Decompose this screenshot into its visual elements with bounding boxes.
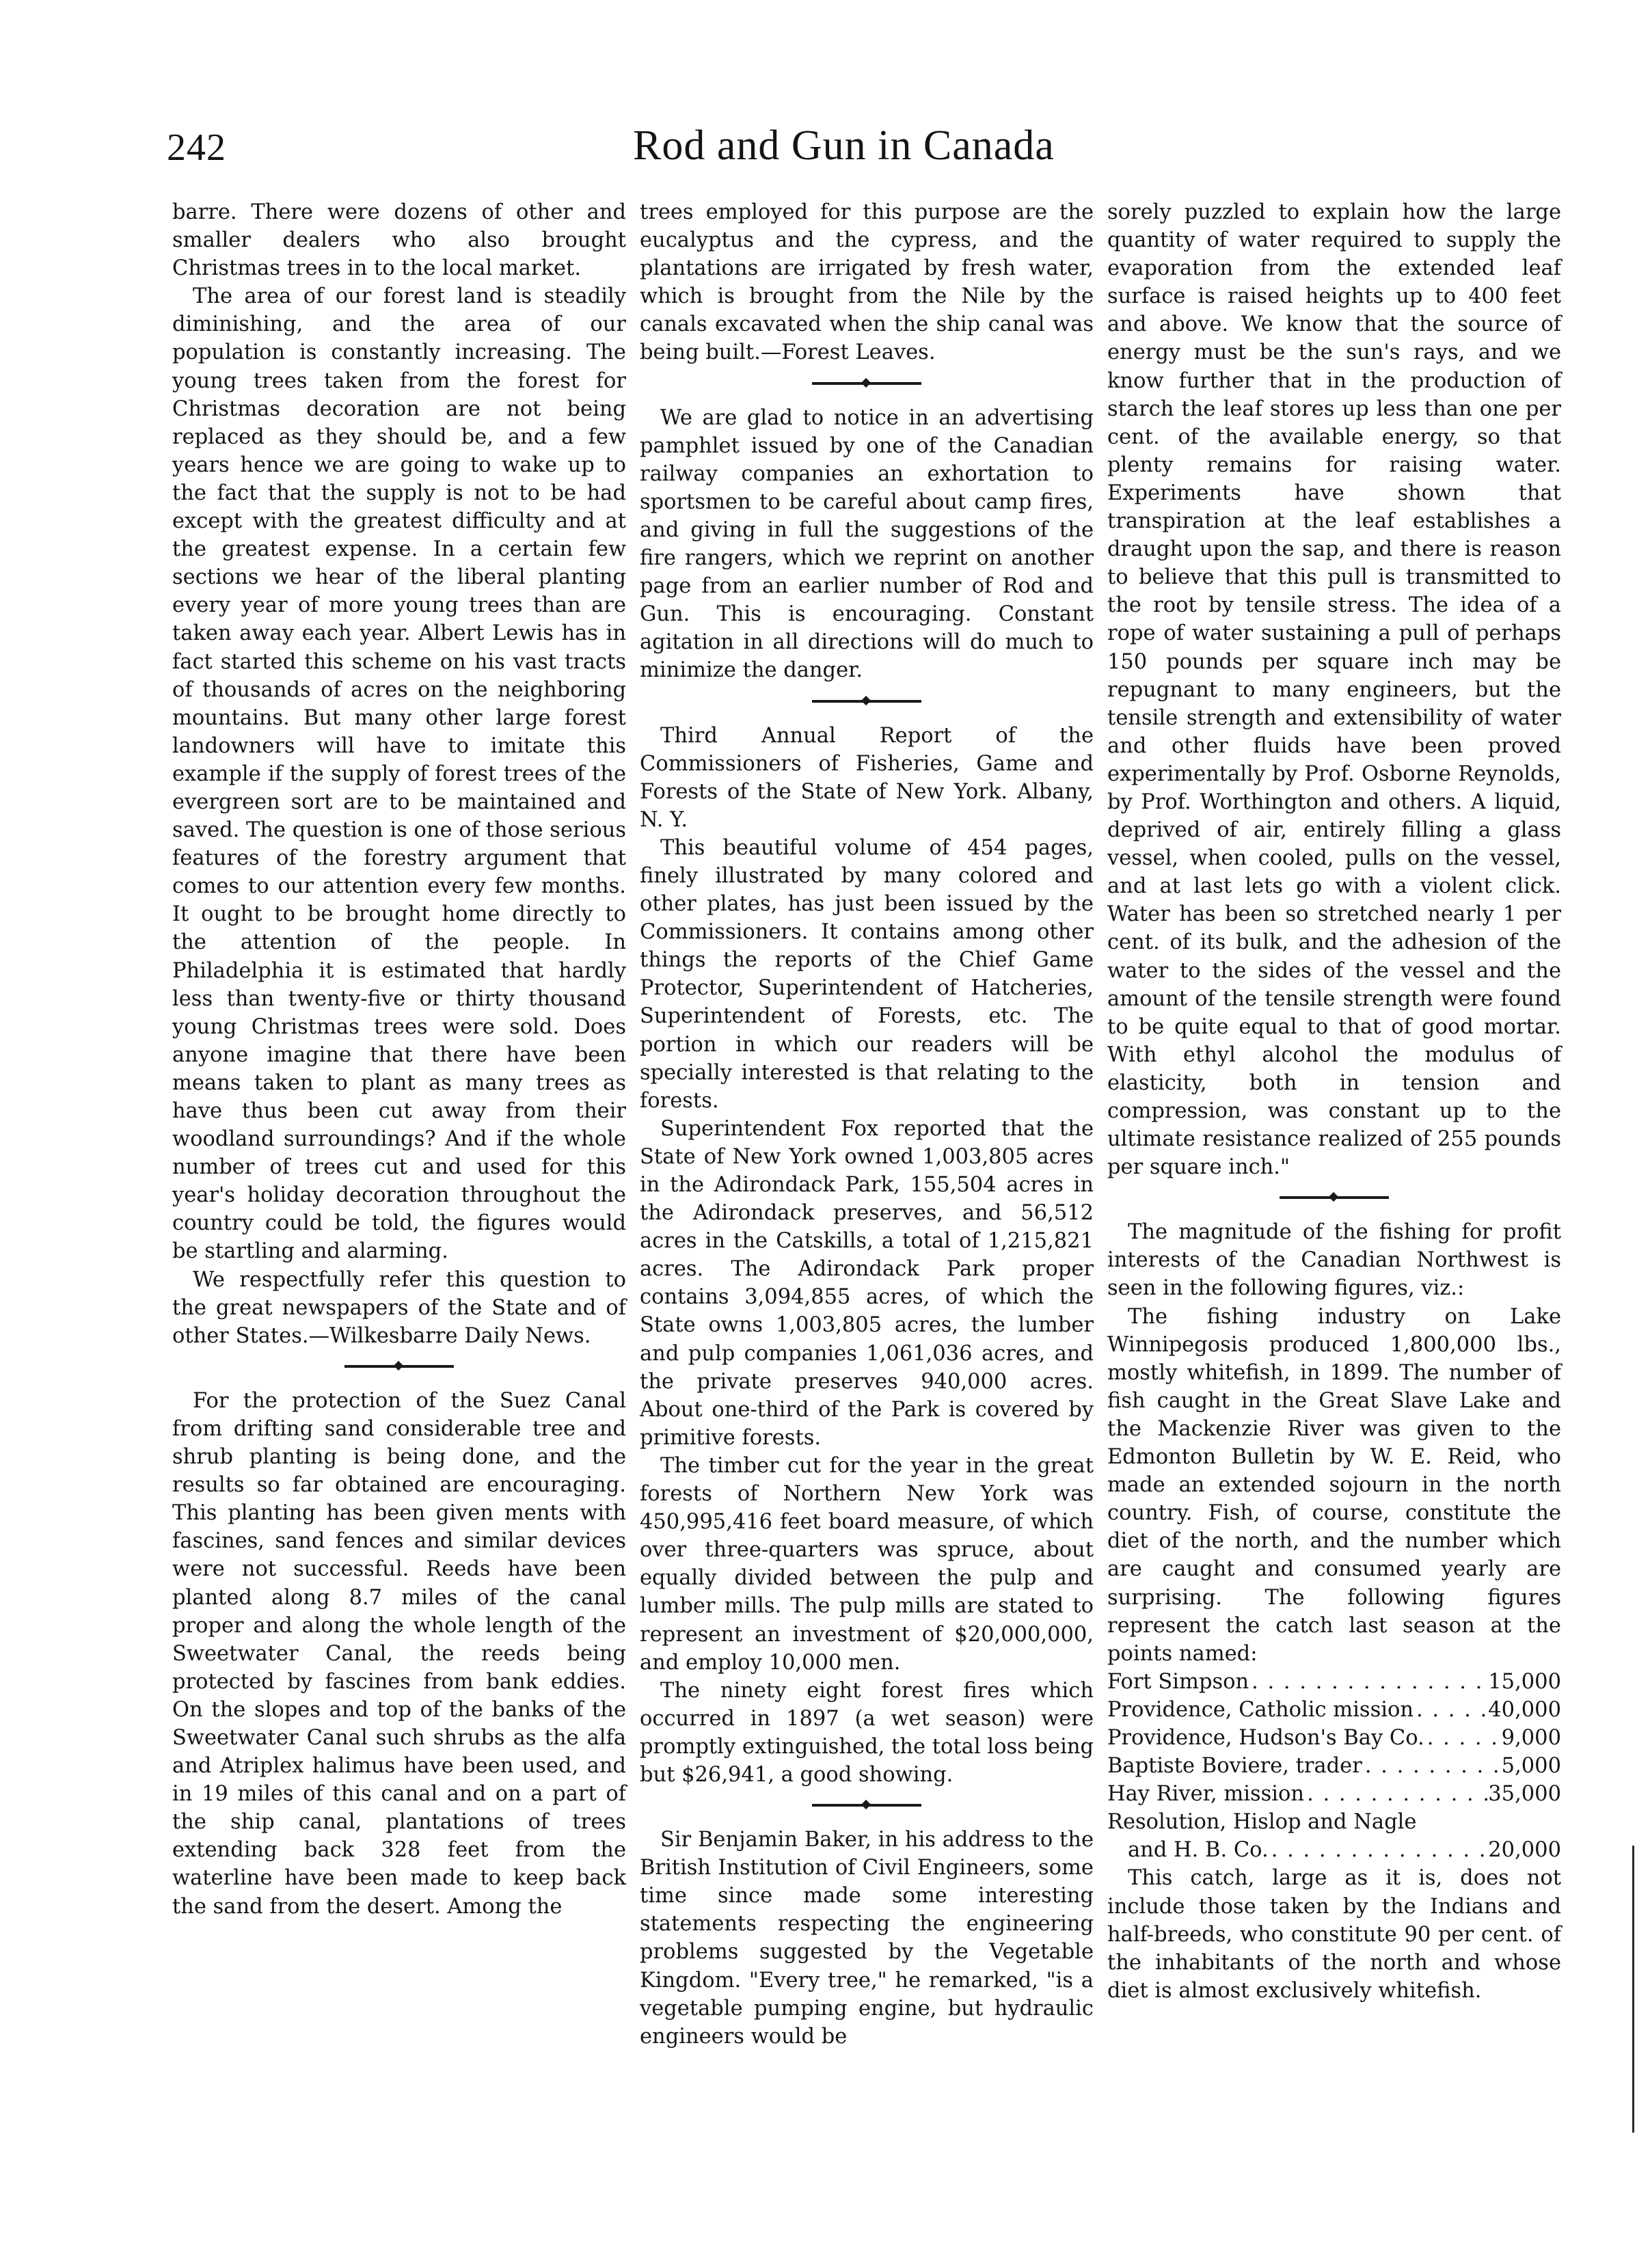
paragraph: For the protection of the Suez Canal from drifting sand considerable tree and shrub planting is being done, and the results so far obtained are encouraging. This planting has been given ments with fascines, sand fences and similar devices were not successful. Reeds have been planted along 8.7 miles of the canal proper and along the whole length of the Sweetwater Canal, the reeds being protected by fascines from bank eddies. On the slopes and top of the banks of the Sweetwater Canal such shrubs as the alfa and Atriplex halimus have been used, and in 19 miles of this canal and on a part of the ship canal, plantations of trees extending back 328 feet from the waterline have been made to keep back the sand from the desert. Among the [172, 1388, 626, 1919]
paragraph: sorely puzzled to explain how the large quantity of water required to supply the evaporation from the extended leaf surface is raised heights up to 400 feet and above. We know that the source of energy must be the sun's rays, and we know further that in the production of starch the leaf stores up less than one per cent. of the available energy, so that plenty remains for raising water. Experiments have shown that transpiration at the leaf establishes a draught upon the sap, and there is reason to believe that this pull is transmitted to the root by tensile stress. The idea of a rope of water sustaining a pull of perhaps 150 pounds per square inch may be repugnant to many engineers, but the tensile strength and extensibility of water and other fluids have been proved experimentally by Prof. Osborne Reynolds, by Prof. Worthington and others. A liquid, deprived of air, entirely filling a glass vessel, when cooled, pulls on the vessel, and at last lets go with a violent click. Water has been so stretched nearly 1 per cent. of its bulk, and the adhesion of the water to the sides of the vessel and the amount of the tensile strength were found to be quite equal to that of good mortar. With ethyl alcohol the modulus of elasticity, both in tension and compression, was constant up to the ultimate resistance realized of 255 pounds per square inch." [1107, 200, 1561, 1180]
paragraph: The timber cut for the year in the great forests of Northern New York was 450,995,416 feet board measure, of which over three-quarters was spruce, about equally divided between the pulp and lumber mills. The pulp mills are stated to represent an investment of $20,000,000, and employ 10,000 men. [640, 1453, 1094, 1675]
running-title: Rod and Gun in Canada [633, 122, 1055, 169]
paragraph: The fishing industry on Lake Winnipegosis produced 1,800,000 lbs., mostly whitefish, in 1899. The number of fish caught in the Great Slave Lake and the Mackenzie River was given to the Edmonton Bulletin by W. E. Reid, who made an extended sojourn in the north country. Fish, of course, constitute the diet of the north, and the number which are caught and consumed yearly are surprising. The following figures represent the catch last season at the points named: [1107, 1304, 1561, 1666]
catch-amount: 20,000 [1488, 1838, 1561, 1863]
dot-leader [1249, 1668, 1488, 1696]
catch-amount: 40,000 [1488, 1697, 1561, 1722]
paragraph: This catch, large as it is, does not include those taken by the Indians and half-breeds, who constitute 90 per cent. of the inhabitants of the north and whose diet is almost exclusively whitefish. [1107, 1866, 1561, 2003]
dot-leader [1362, 1752, 1502, 1780]
section-divider [812, 700, 921, 703]
catch-list-item [1107, 1780, 1561, 1808]
paragraph: We are glad to notice in an advertising pamphlet issued by one of the Canadian railway companies an exhortation to sportsmen to be careful about camp fires, and giving in full the suggestions of the fire rangers, which we reprint on another page from an earlier number of Rod and Gun. This is encouraging. Constant agitation in all directions will do much to minimize the danger. [640, 405, 1094, 683]
page-number: 242 [167, 126, 226, 169]
catch-amount: 5,000 [1501, 1754, 1561, 1779]
paragraph: barre. There were dozens of other and smaller dealers who also brought Christmas trees in to the local market. [172, 200, 626, 281]
column-3 [1107, 198, 1561, 2005]
catch-location: Providence, Hudson's Bay Co. [1107, 1725, 1424, 1750]
catch-location: Providence, Catholic mission [1107, 1697, 1414, 1722]
dot-leader [1304, 1780, 1488, 1808]
section-divider [812, 382, 921, 385]
section-divider [1280, 1196, 1389, 1199]
section-divider [812, 1804, 921, 1807]
paragraph: This beautiful volume of 454 pages, finely illustrated by many colored and other plates, has just been issued by the Commissioners. It contains among other things the reports of the Chief Game Protector, Superintendent of Hatcheries, Superintendent of Forests, etc. The portion in which our readers will be specially interested is that relating to the forests. [640, 835, 1094, 1113]
paragraph: The magnitude of the fishing for profit interests of the Canadian Northwest is seen in the following figures, viz.: [1107, 1220, 1561, 1301]
column-1 [172, 198, 626, 1921]
catch-list-item [1107, 1836, 1561, 1864]
catch-list-item [1107, 1724, 1561, 1752]
fish-catch-list [1107, 1668, 1561, 1865]
paragraph: We respectfully refer this question to the great newspapers of the State and of other States.—Wilkesbarre Daily News. [172, 1267, 626, 1348]
catch-location: Fort Simpson [1107, 1669, 1249, 1694]
catch-amount: 35,000 [1488, 1782, 1561, 1807]
catch-amount: 15,000 [1488, 1669, 1561, 1694]
catch-location: Hay River, mission [1107, 1782, 1305, 1807]
catch-list-item [1107, 1808, 1561, 1836]
paragraph: Sir Benjamin Baker, in his address to the British Institution of Civil Engineers, some time since made some interesting statements respecting the engineering problems suggested by the Vegetable Kingdom. "Every tree," he remarked, "is a vegetable pumping engine, but hydraulic engineers would be [640, 1828, 1094, 2049]
catch-location: Baptiste Boviere, trader [1107, 1754, 1362, 1779]
catch-amount: 9,000 [1501, 1725, 1561, 1750]
catch-list-item [1107, 1752, 1561, 1780]
dot-leader [1414, 1696, 1488, 1724]
dot-leader [1269, 1836, 1489, 1864]
section-divider [344, 1365, 454, 1368]
paragraph: trees employed for this purpose are the eucalyptus and the cypress, and the plantations are irrigated by fresh water, which is brought from the Nile by the canals excavated when the ship canal was being built.—Forest Leaves. [640, 200, 1094, 365]
column-2 [640, 198, 1094, 2051]
catch-location: Resolution, Hislop and Nagle [1107, 1810, 1417, 1835]
margin-line [1632, 1846, 1634, 2133]
paragraph: The area of our forest land is steadily diminishing, and the area of our population is constantly increasing. The young trees taken from the forest for Christmas decoration are not being replaced as they should be, and a few years hence we are going to wake up to the fact that the supply is not to be had except with the greatest difficulty and at the greatest expense. In a certain few sections we hear of the liberal planting every year of more young trees than are taken away each year. Albert Lewis has in fact started this scheme on his vast tracts of thousands of acres on the neighboring mountains. But many other large forest landowners will have to imitate this example if the supply of forest trees of the evergreen sort are to be maintained and saved. The question is one of those serious features of the forestry argument that comes to our attention every few months. It ought to be brought home directly to the attention of the people. In Philadelphia it is estimated that hardly less than twenty-five or thirty thousand young Christmas trees were sold. Does anyone imagine that there have been means taken to plant as many trees as have thus been cut away from their woodland surroundings? And if the whole number of trees cut and used for this year's holiday decoration throughout the country could be told, the figures would be startling and alarming. [172, 284, 626, 1264]
paragraph: Superintendent Fox reported that the State of New York owned 1,003,805 acres in the Adirondack Park, 155,504 acres in the Adirondack preserves, and 56,512 acres in the Catskills, a total of 1,215,821 acres. The Adirondack Park proper contains 3,094,855 acres, of which the State owns 1,003,805 acres, the lumber and pulp companies 1,061,036 acres, and the private preserves 940,000 acres. About one-third of the Park is covered by primitive forests. [640, 1116, 1094, 1450]
paragraph: The ninety eight forest fires which occurred in 1897 (a wet season) were promptly extinguished, the total loss being but $26,941, a good showing. [640, 1678, 1094, 1787]
catch-list-item [1107, 1696, 1561, 1724]
catch-list-item [1107, 1668, 1561, 1696]
dot-leader [1424, 1724, 1502, 1752]
paragraph: Third Annual Report of the Commissioners of Fisheries, Game and Forests of the State of New York. Albany, N. Y. [640, 723, 1094, 832]
catch-location: and H. B. Co. [1128, 1838, 1269, 1863]
